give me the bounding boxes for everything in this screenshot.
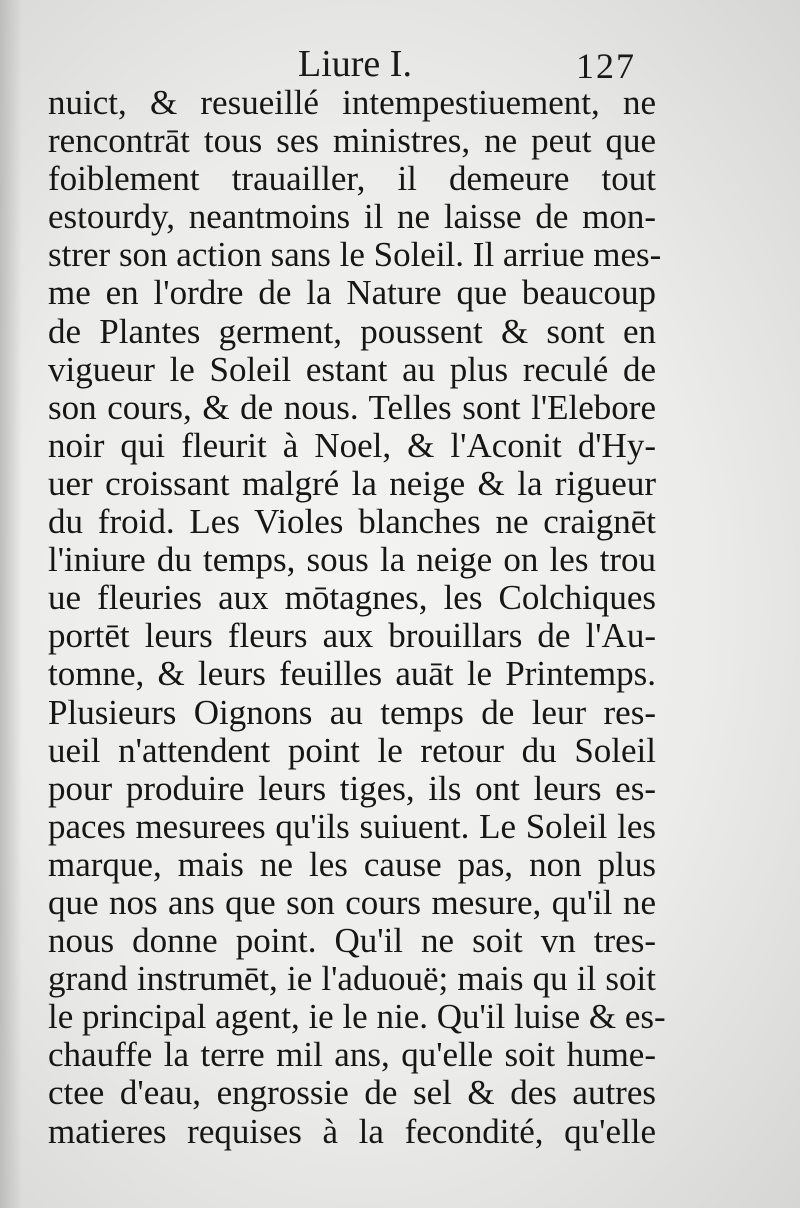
text-line: strer son action sans le Soleil. Il arriue mes- <box>48 235 662 275</box>
text-line: que nos ans que son cours mesure, qu'il ne <box>48 882 656 922</box>
text-line: nous donne point. Qu'il ne soit vn tres- <box>48 921 656 961</box>
text-line: tomne, & leurs feuilles auāt le Printemps. <box>48 654 656 694</box>
text-line: me en l'ordre de la Nature que beaucoup <box>48 273 656 313</box>
text-line: portēt leurs fleurs aux brouillars de l'Au- <box>48 616 656 656</box>
text-line: marque, mais ne les cause pas, non plus <box>48 844 656 884</box>
page-number: 127 <box>576 46 636 86</box>
text-line: estourdy, neantmoins il ne laisse de mon- <box>48 197 656 237</box>
text-line: ueil n'attendent point le retour du Soleil <box>48 730 656 770</box>
text-line: nuict, & resueillé intempestiuement, ne <box>48 83 656 122</box>
text-line: l'iniure du temps, sous la neige on les trou <box>48 540 656 580</box>
text-line: paces mesurees qu'ils suiuent. Le Soleil les <box>48 806 656 846</box>
page-header <box>0 42 800 86</box>
text-line: le principal agent, ie le nie. Qu'il luise & es- <box>48 997 666 1037</box>
text-line: grand instrumēt, ie l'aduouë; mais qu il soit <box>48 959 656 999</box>
text-line: rencontrāt tous ses ministres, ne peut que <box>48 121 656 161</box>
text-line: pour produire leurs tiges, ils ont leurs es- <box>48 768 656 808</box>
body-text <box>48 83 666 1151</box>
text-line: son cours, & de nous. Telles sont l'Elebore <box>48 387 656 427</box>
text-line: de Plantes germent, poussent & sont en <box>48 311 656 351</box>
text-line: ctee d'eau, engrossie de sel & des autres <box>48 1073 656 1113</box>
page-gutter-shadow <box>0 0 22 1208</box>
text-line: uer croissant malgré la neige & la rigueur <box>48 463 656 503</box>
text-line: matieres requises à la fecondité, qu'elle <box>48 1111 656 1151</box>
text-line: chauffe la terre mil ans, qu'elle soit hume- <box>48 1035 656 1075</box>
text-line: ue fleuries aux mōtagnes, les Colchiques <box>48 578 656 618</box>
text-line: Plusieurs Oignons au temps de leur res- <box>48 692 656 732</box>
text-line: foiblement trauailler, il demeure tout <box>48 159 656 199</box>
text-line: du froid. Les Violes blanches ne craignēt <box>48 502 656 542</box>
text-line: vigueur le Soleil estant au plus reculé de <box>48 349 656 389</box>
text-line: noir qui fleurit à Noel, & l'Aconit d'Hy- <box>48 425 656 465</box>
running-title: Liure I. <box>298 43 412 85</box>
